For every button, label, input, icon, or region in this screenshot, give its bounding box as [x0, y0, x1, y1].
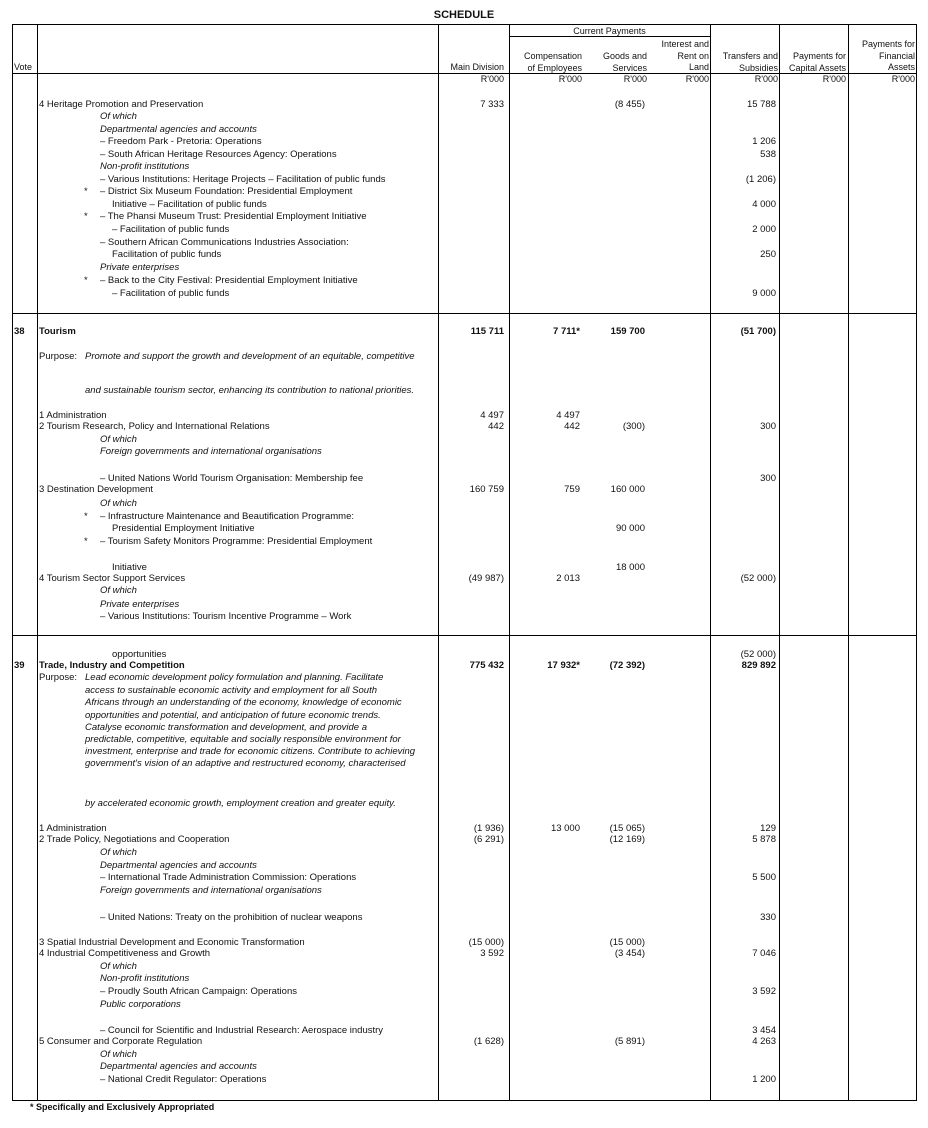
- row-label: Facilitation of public funds: [112, 249, 222, 260]
- main-division-header: Main Division: [450, 62, 504, 72]
- cell-goods: (8 455): [614, 99, 645, 110]
- cell-goods: (15 000): [609, 937, 645, 948]
- row-label: 1 Administration: [39, 410, 107, 421]
- row-label: predictable, competitive, equitable and socially responsible environment for: [85, 734, 401, 745]
- cell-transfers: (51 700): [740, 326, 776, 337]
- border-left: [12, 24, 13, 1101]
- cell-goods: (15 065): [609, 823, 645, 834]
- row-label: – Infrastructure Maintenance and Beautification Programme:: [100, 511, 354, 522]
- row-label: – The Phansi Museum Trust: Presidential Employment Initiative: [100, 211, 367, 222]
- cell-main: (49 987): [468, 573, 504, 584]
- vote-separator-38: [12, 313, 917, 314]
- row-label: – District Six Museum Foundation: Presidential Employment: [100, 186, 353, 197]
- border-top: [12, 24, 917, 25]
- unit-interest: R'000: [685, 74, 709, 84]
- cell-comp: 13 000: [550, 823, 580, 834]
- capital-header: Payments for Capital Assets: [788, 51, 846, 73]
- cell-transfers: 5 878: [752, 834, 776, 845]
- current-payments-header: Current Payments: [573, 26, 646, 36]
- row-label: Departmental agencies and accounts: [100, 124, 257, 135]
- border-right: [916, 24, 917, 1101]
- cell-transfers: 829 892: [741, 660, 776, 671]
- cell-goods: 160 000: [610, 484, 645, 495]
- row-label: Departmental agencies and accounts: [100, 1061, 257, 1072]
- row-label: Of which: [100, 111, 137, 122]
- row-label: 2 Trade Policy, Negotiations and Cooperation: [39, 834, 230, 845]
- row-label: 4 Heritage Promotion and Preservation: [39, 99, 204, 110]
- row-label: Of which: [100, 961, 137, 972]
- appropriation-star: *: [84, 511, 88, 522]
- appropriation-star: *: [84, 186, 88, 197]
- cell-main: 115 711: [470, 326, 504, 337]
- cell-transfers: 330: [760, 912, 776, 923]
- unit-transfers: R'000: [754, 74, 778, 84]
- interest-header: Interest and Rent on Land: [661, 39, 709, 72]
- cell-main: 160 759: [469, 484, 504, 495]
- col-sep: [848, 24, 849, 1101]
- row-label: Private enterprises: [100, 599, 180, 610]
- cell-transfers: (52 000): [740, 649, 776, 660]
- row-label: by accelerated economic growth, employment creation and greater equity.: [85, 798, 396, 809]
- row-label: and sustainable tourism sector, enhancing its contribution to national priorities.: [85, 385, 414, 396]
- row-label: Africans through an understanding of the economy, knowledge of economic: [85, 697, 402, 708]
- vote-title: Tourism: [39, 326, 76, 337]
- row-label: Of which: [100, 847, 137, 858]
- row-label: Of which: [100, 498, 137, 509]
- appropriation-star: *: [84, 211, 88, 222]
- unit-financial: R'000: [891, 74, 915, 84]
- cell-main: 3 592: [480, 948, 504, 959]
- row-label: Of which: [100, 585, 137, 596]
- cell-goods: (3 454): [614, 948, 645, 959]
- row-label: Private enterprises: [100, 262, 180, 273]
- goods-header: Goods and Services: [602, 51, 647, 73]
- row-label: Foreign governments and international organisations: [100, 446, 322, 457]
- cell-transfers: 129: [760, 823, 776, 834]
- row-label: Lead economic development policy formulation and planning. Facilitate: [85, 672, 384, 683]
- col-sep: [37, 24, 38, 1101]
- row-label: Departmental agencies and accounts: [100, 860, 257, 871]
- row-label: – Various Institutions: Tourism Incentive Programme – Work: [100, 611, 352, 622]
- cell-transfers: 1 200: [752, 1074, 776, 1085]
- row-label: Of which: [100, 434, 137, 445]
- cell-main: 4 497: [480, 410, 504, 421]
- appropriation-star: *: [84, 536, 88, 547]
- cell-transfers: 9 000: [752, 288, 776, 299]
- cell-goods: (72 392): [609, 660, 645, 671]
- cell-transfers: 1 206: [752, 136, 776, 147]
- unit-goods: R'000: [623, 74, 647, 84]
- vote-header: Vote: [14, 62, 33, 72]
- row-label: Catalyse economic transformation and development, and provide a: [85, 722, 367, 733]
- cell-transfers: 15 788: [746, 99, 776, 110]
- row-label: – Southern African Communications Industries Association:: [100, 237, 349, 248]
- row-label: Non-profit institutions: [100, 973, 190, 984]
- row-label: – United Nations World Tourism Organisation: Membership fee: [100, 473, 364, 484]
- cell-comp: 7 711*: [553, 326, 580, 337]
- row-label: – Various Institutions: Heritage Projects – Facilitation of public funds: [100, 174, 386, 185]
- cell-transfers: 3 454: [752, 1025, 776, 1036]
- cell-goods: 90 000: [615, 523, 645, 534]
- cell-goods: (5 891): [614, 1036, 645, 1047]
- financial-header: Payments for Financial Assets: [861, 39, 915, 72]
- row-label: – Tourism Safety Monitors Programme: Presidential Employment: [100, 536, 373, 547]
- row-label: – Back to the City Festival: Presidential Employment Initiative: [100, 275, 358, 286]
- vote-number: 38: [14, 326, 25, 337]
- row-label: 4 Industrial Competitiveness and Growth: [39, 948, 211, 959]
- compensation-header: Compensation of Employees: [523, 51, 582, 73]
- cell-main: (6 291): [473, 834, 504, 845]
- row-label: – Facilitation of public funds: [112, 224, 230, 235]
- col-sep: [509, 24, 510, 1101]
- cell-main: 442: [488, 421, 504, 432]
- row-label: opportunities: [112, 649, 167, 660]
- cell-transfers: 300: [760, 421, 776, 432]
- row-label: 1 Administration: [39, 823, 107, 834]
- cell-comp: 2 013: [556, 573, 580, 584]
- cell-transfers: (52 000): [740, 573, 776, 584]
- unit-comp: R'000: [558, 74, 582, 84]
- cell-transfers: 7 046: [752, 948, 776, 959]
- row-label: opportunities and potential, and anticipation of future economic trends.: [85, 710, 381, 721]
- cell-comp: 759: [564, 484, 580, 495]
- cell-main: (1 936): [473, 823, 504, 834]
- cell-transfers: 4 263: [752, 1036, 776, 1047]
- row-label: 4 Tourism Sector Support Services: [39, 573, 186, 584]
- purpose-label: Purpose:: [39, 351, 78, 362]
- row-label: Of which: [100, 1049, 137, 1060]
- page-title: SCHEDULE: [433, 9, 495, 21]
- row-label: – Council for Scientific and Industrial Research: Aerospace industry: [100, 1025, 384, 1036]
- vote-number: 39: [14, 660, 25, 671]
- row-label: – International Trade Administration Commission: Operations: [100, 872, 357, 883]
- row-label: 2 Tourism Research, Policy and International Relations: [39, 421, 270, 432]
- cell-transfers: 5 500: [752, 872, 776, 883]
- cell-comp: 17 932*: [547, 660, 580, 671]
- cell-transfers: (1 206): [745, 174, 776, 185]
- cell-transfers: 3 592: [752, 986, 776, 997]
- cell-transfers: 2 000: [752, 224, 776, 235]
- transfers-header: Transfers and Subsidies: [722, 51, 778, 73]
- row-label: government's vision of an adaptive and restructured economy, characterised: [85, 758, 406, 769]
- cell-goods: 159 700: [610, 326, 645, 337]
- row-label: Promote and support the growth and development of an equitable, competitive: [85, 351, 415, 362]
- row-label: 5 Consumer and Corporate Regulation: [39, 1036, 203, 1047]
- row-label: 3 Spatial Industrial Development and Economic Transformation: [39, 937, 305, 948]
- row-label: Initiative – Facilitation of public funds: [112, 199, 267, 210]
- footnote: * Specifically and Exclusively Appropriated: [30, 1102, 215, 1112]
- col-sep: [710, 24, 711, 1101]
- col-sep: [779, 24, 780, 1101]
- cell-comp: 442: [564, 421, 580, 432]
- row-label: access to sustainable economic activity and employment for all South: [85, 685, 378, 696]
- purpose-label: Purpose:: [39, 672, 78, 683]
- col-sep: [438, 24, 439, 1101]
- cell-main: (1 628): [473, 1036, 504, 1047]
- cell-comp: 4 497: [556, 410, 580, 421]
- cell-goods: (12 169): [609, 834, 645, 845]
- vote-separator-39: [12, 635, 917, 636]
- row-label: Public corporations: [100, 999, 181, 1010]
- row-label: – South African Heritage Resources Agency: Operations: [100, 149, 337, 160]
- row-label: Initiative: [112, 562, 147, 573]
- row-label: – Proudly South African Campaign: Operations: [100, 986, 297, 997]
- row-label: – United Nations: Treaty on the prohibition of nuclear weapons: [100, 912, 363, 923]
- row-label: – National Credit Regulator: Operations: [100, 1074, 267, 1085]
- row-label: Non-profit institutions: [100, 161, 190, 172]
- row-label: – Freedom Park - Pretoria: Operations: [100, 136, 262, 147]
- cell-transfers: 4 000: [752, 199, 776, 210]
- cell-transfers: 250: [760, 249, 776, 260]
- cell-transfers: 538: [760, 149, 776, 160]
- row-label: Foreign governments and international organisations: [100, 885, 322, 896]
- cell-transfers: 300: [760, 473, 776, 484]
- row-label: – Facilitation of public funds: [112, 288, 230, 299]
- cell-main: (15 000): [468, 937, 504, 948]
- cell-goods: (300): [622, 421, 645, 432]
- vote-title: Trade, Industry and Competition: [39, 660, 185, 671]
- row-label: 3 Destination Development: [39, 484, 154, 495]
- cell-main: 775 432: [469, 660, 504, 671]
- row-label: investment, enterprise and trade for economic citizens. Contribute to achieving: [85, 746, 416, 757]
- cell-goods: 18 000: [615, 562, 645, 573]
- row-label: Presidential Employment Initiative: [112, 523, 255, 534]
- unit-main: R'000: [480, 74, 504, 84]
- appropriation-star: *: [84, 275, 88, 286]
- cell-main: 7 333: [480, 99, 504, 110]
- unit-capital: R'000: [822, 74, 846, 84]
